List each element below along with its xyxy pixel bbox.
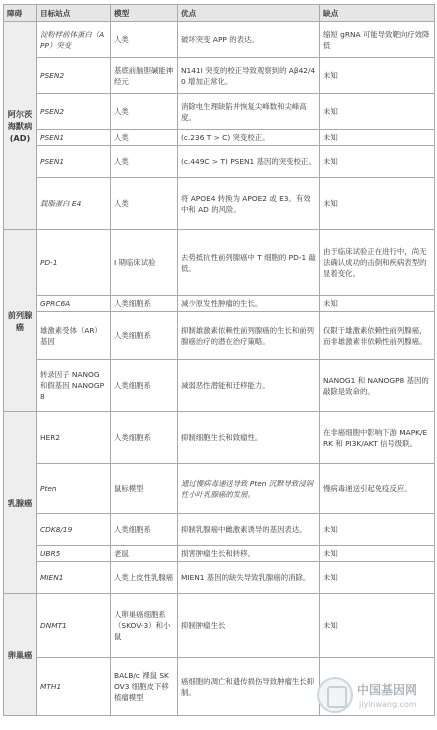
header-disadvantages: 缺点 bbox=[320, 5, 435, 22]
target-site-cell: 雄激素受体（AR）基因 bbox=[37, 312, 111, 360]
header-model: 模型 bbox=[111, 5, 178, 22]
advantage-cell: 抑制乳腺癌中雌激素诱导的基因表达。 bbox=[178, 514, 320, 546]
disease-cell-ovarian: 卵巢癌 bbox=[4, 594, 37, 716]
disadvantage-cell: 未知 bbox=[320, 130, 435, 146]
table-row bbox=[4, 296, 435, 312]
table-row bbox=[4, 58, 435, 94]
watermark-url: jiyinwang.com bbox=[359, 700, 417, 709]
model-cell: 人类细胞系 bbox=[111, 514, 178, 546]
advantage-cell: (c.449C > T) PSEN1 基因的突变校正。 bbox=[178, 146, 320, 178]
disadvantage-cell: 未知 bbox=[320, 594, 435, 658]
table-row bbox=[4, 360, 435, 412]
table-row bbox=[4, 464, 435, 514]
model-cell: 人类 bbox=[111, 130, 178, 146]
table-row bbox=[4, 546, 435, 562]
target-site-cell: 载脂蛋白 E4 bbox=[37, 178, 111, 230]
target-site-cell: PSEN1 bbox=[37, 130, 111, 146]
model-cell: 人类 bbox=[111, 94, 178, 130]
watermark-site-name: 中国基因网 bbox=[357, 683, 418, 697]
model-cell: 人类 bbox=[111, 22, 178, 58]
target-site-cell: PSEN2 bbox=[37, 94, 111, 130]
target-site-cell: Pten bbox=[37, 464, 111, 514]
table-row bbox=[4, 412, 435, 464]
model-cell: 基底前脑胆碱能神经元 bbox=[111, 58, 178, 94]
advantage-cell: 抑制雄激素依赖性前列腺癌的生长和前列腺癌治疗的潜在治疗策略。 bbox=[178, 312, 320, 360]
watermark bbox=[317, 673, 434, 727]
model-cell: 人卵巢癌细胞系（SKOV-3）和小鼠 bbox=[111, 594, 178, 658]
disadvantage-cell: 未知 bbox=[320, 562, 435, 594]
advantage-cell: 抑制肿瘤生长 bbox=[178, 594, 320, 658]
table-row bbox=[4, 230, 435, 296]
table-row bbox=[4, 22, 435, 58]
disease-cell-breast: 乳腺癌 bbox=[4, 412, 37, 594]
table-row bbox=[4, 562, 435, 594]
model-cell: 人类细胞系 bbox=[111, 312, 178, 360]
model-cell: 人类细胞系 bbox=[111, 412, 178, 464]
table-row bbox=[4, 130, 435, 146]
advantage-cell: 破坏突变 APP 的表达。 bbox=[178, 22, 320, 58]
table-row bbox=[4, 146, 435, 178]
disadvantage-cell: 未知 bbox=[320, 296, 435, 312]
advantage-cell: 消除电生理缺陷并恢复尖峰数和尖峰高度。 bbox=[178, 94, 320, 130]
advantage-cell: (c.236 T > C) 突变校正。 bbox=[178, 130, 320, 146]
target-site-cell: CDK8/19 bbox=[37, 514, 111, 546]
target-site-cell: PD-1 bbox=[37, 230, 111, 296]
disadvantage-cell: 未知 bbox=[320, 546, 435, 562]
target-site-cell: HER2 bbox=[37, 412, 111, 464]
disease-cell-ad: 阿尔茨海默病(AD) bbox=[4, 22, 37, 230]
target-site-cell: 转录因子 NANOG 和假基因 NANOGP8 bbox=[37, 360, 111, 412]
disease-cell-prostate: 前列腺癌 bbox=[4, 230, 37, 412]
target-site-cell: UBR5 bbox=[37, 546, 111, 562]
model-cell: 人类 bbox=[111, 146, 178, 178]
table-row bbox=[4, 178, 435, 230]
disadvantage-cell: 仅限于雄激素依赖性前列腺癌，而非雄激素非依赖性前列腺癌。 bbox=[320, 312, 435, 360]
site-logo-icon bbox=[317, 677, 353, 713]
target-site-cell: GPRC6A bbox=[37, 296, 111, 312]
disadvantage-cell: 未知 bbox=[320, 94, 435, 130]
disadvantage-cell: 在非癌细胞中影响下游 MAPK/ERK 和 PI3K/AKT 信号级联。 bbox=[320, 412, 435, 464]
table-row bbox=[4, 94, 435, 130]
disadvantage-cell: 未知 bbox=[320, 514, 435, 546]
gene-editing-comparison-table bbox=[3, 4, 435, 716]
model-cell: BALB/c 裸鼠 SKOV3 细胞皮下移植瘤模型 bbox=[111, 658, 178, 716]
advantage-cell: MIEN1 基因的缺失导致乳腺癌的消除。 bbox=[178, 562, 320, 594]
disadvantage-cell: 未知 bbox=[320, 146, 435, 178]
header-advantages: 优点 bbox=[178, 5, 320, 22]
model-cell: 人类 bbox=[111, 178, 178, 230]
target-site-cell: DNMT1 bbox=[37, 594, 111, 658]
target-site-cell: MIEN1 bbox=[37, 562, 111, 594]
advantage-cell: 减弱恶性潜能和迁移能力。 bbox=[178, 360, 320, 412]
advantage-cell: 损害肿瘤生长和转移。 bbox=[178, 546, 320, 562]
disadvantage-cell: NANOG1 和 NANOGP8 基因的敲除是致命的。 bbox=[320, 360, 435, 412]
target-site-cell: 淀粉样前体蛋白（APP）突变 bbox=[37, 22, 111, 58]
comparison-table-container bbox=[3, 4, 434, 716]
table-row bbox=[4, 594, 435, 658]
header-disease: 障碍 bbox=[4, 5, 37, 22]
table-header-row bbox=[4, 5, 435, 22]
model-cell: 人类上皮性乳腺癌 bbox=[111, 562, 178, 594]
target-site-cell: MTH1 bbox=[37, 658, 111, 716]
disadvantage-cell: 由于临床试验正在进行中，尚无法确认成功的击倒和疾病表型的显着变化。 bbox=[320, 230, 435, 296]
model-cell: 鼠标模型 bbox=[111, 464, 178, 514]
advantage-cell: 去势抵抗性前列腺癌中 T 细胞的 PD-1 敲低。 bbox=[178, 230, 320, 296]
disadvantage-cell: 未知 bbox=[320, 178, 435, 230]
disadvantage-cell: 慢病毒递送引起免疫反应。 bbox=[320, 464, 435, 514]
model-cell: 人类细胞系 bbox=[111, 360, 178, 412]
advantage-cell: 抑制细胞生长和致瘤性。 bbox=[178, 412, 320, 464]
table-row bbox=[4, 312, 435, 360]
header-target-site: 目标站点 bbox=[37, 5, 111, 22]
advantage-cell: 将 APOE4 转换为 APOE2 或 E3。有效中和 AD 的风险。 bbox=[178, 178, 320, 230]
advantage-cell: 癌细胞的凋亡和遗传损伤导致肿瘤生长抑制。 bbox=[178, 658, 320, 716]
target-site-cell: PSEN2 bbox=[37, 58, 111, 94]
table-row bbox=[4, 514, 435, 546]
disadvantage-cell: 未知 bbox=[320, 58, 435, 94]
advantage-cell: 通过慢病毒递送导致 Pten 沉默导致浸润性小叶乳腺癌的发展。 bbox=[178, 464, 320, 514]
target-site-cell: PSEN1 bbox=[37, 146, 111, 178]
disadvantage-cell: 缩短 gRNA 可能导致靶向疗效降低 bbox=[320, 22, 435, 58]
model-cell: 人类细胞系 bbox=[111, 296, 178, 312]
model-cell: I 期临床试验 bbox=[111, 230, 178, 296]
advantage-cell: N141I 突变的校正导致观察到的 Aβ42/40 增加正常化。 bbox=[178, 58, 320, 94]
advantage-cell: 减少原发性肿瘤的生长。 bbox=[178, 296, 320, 312]
model-cell: 老鼠 bbox=[111, 546, 178, 562]
